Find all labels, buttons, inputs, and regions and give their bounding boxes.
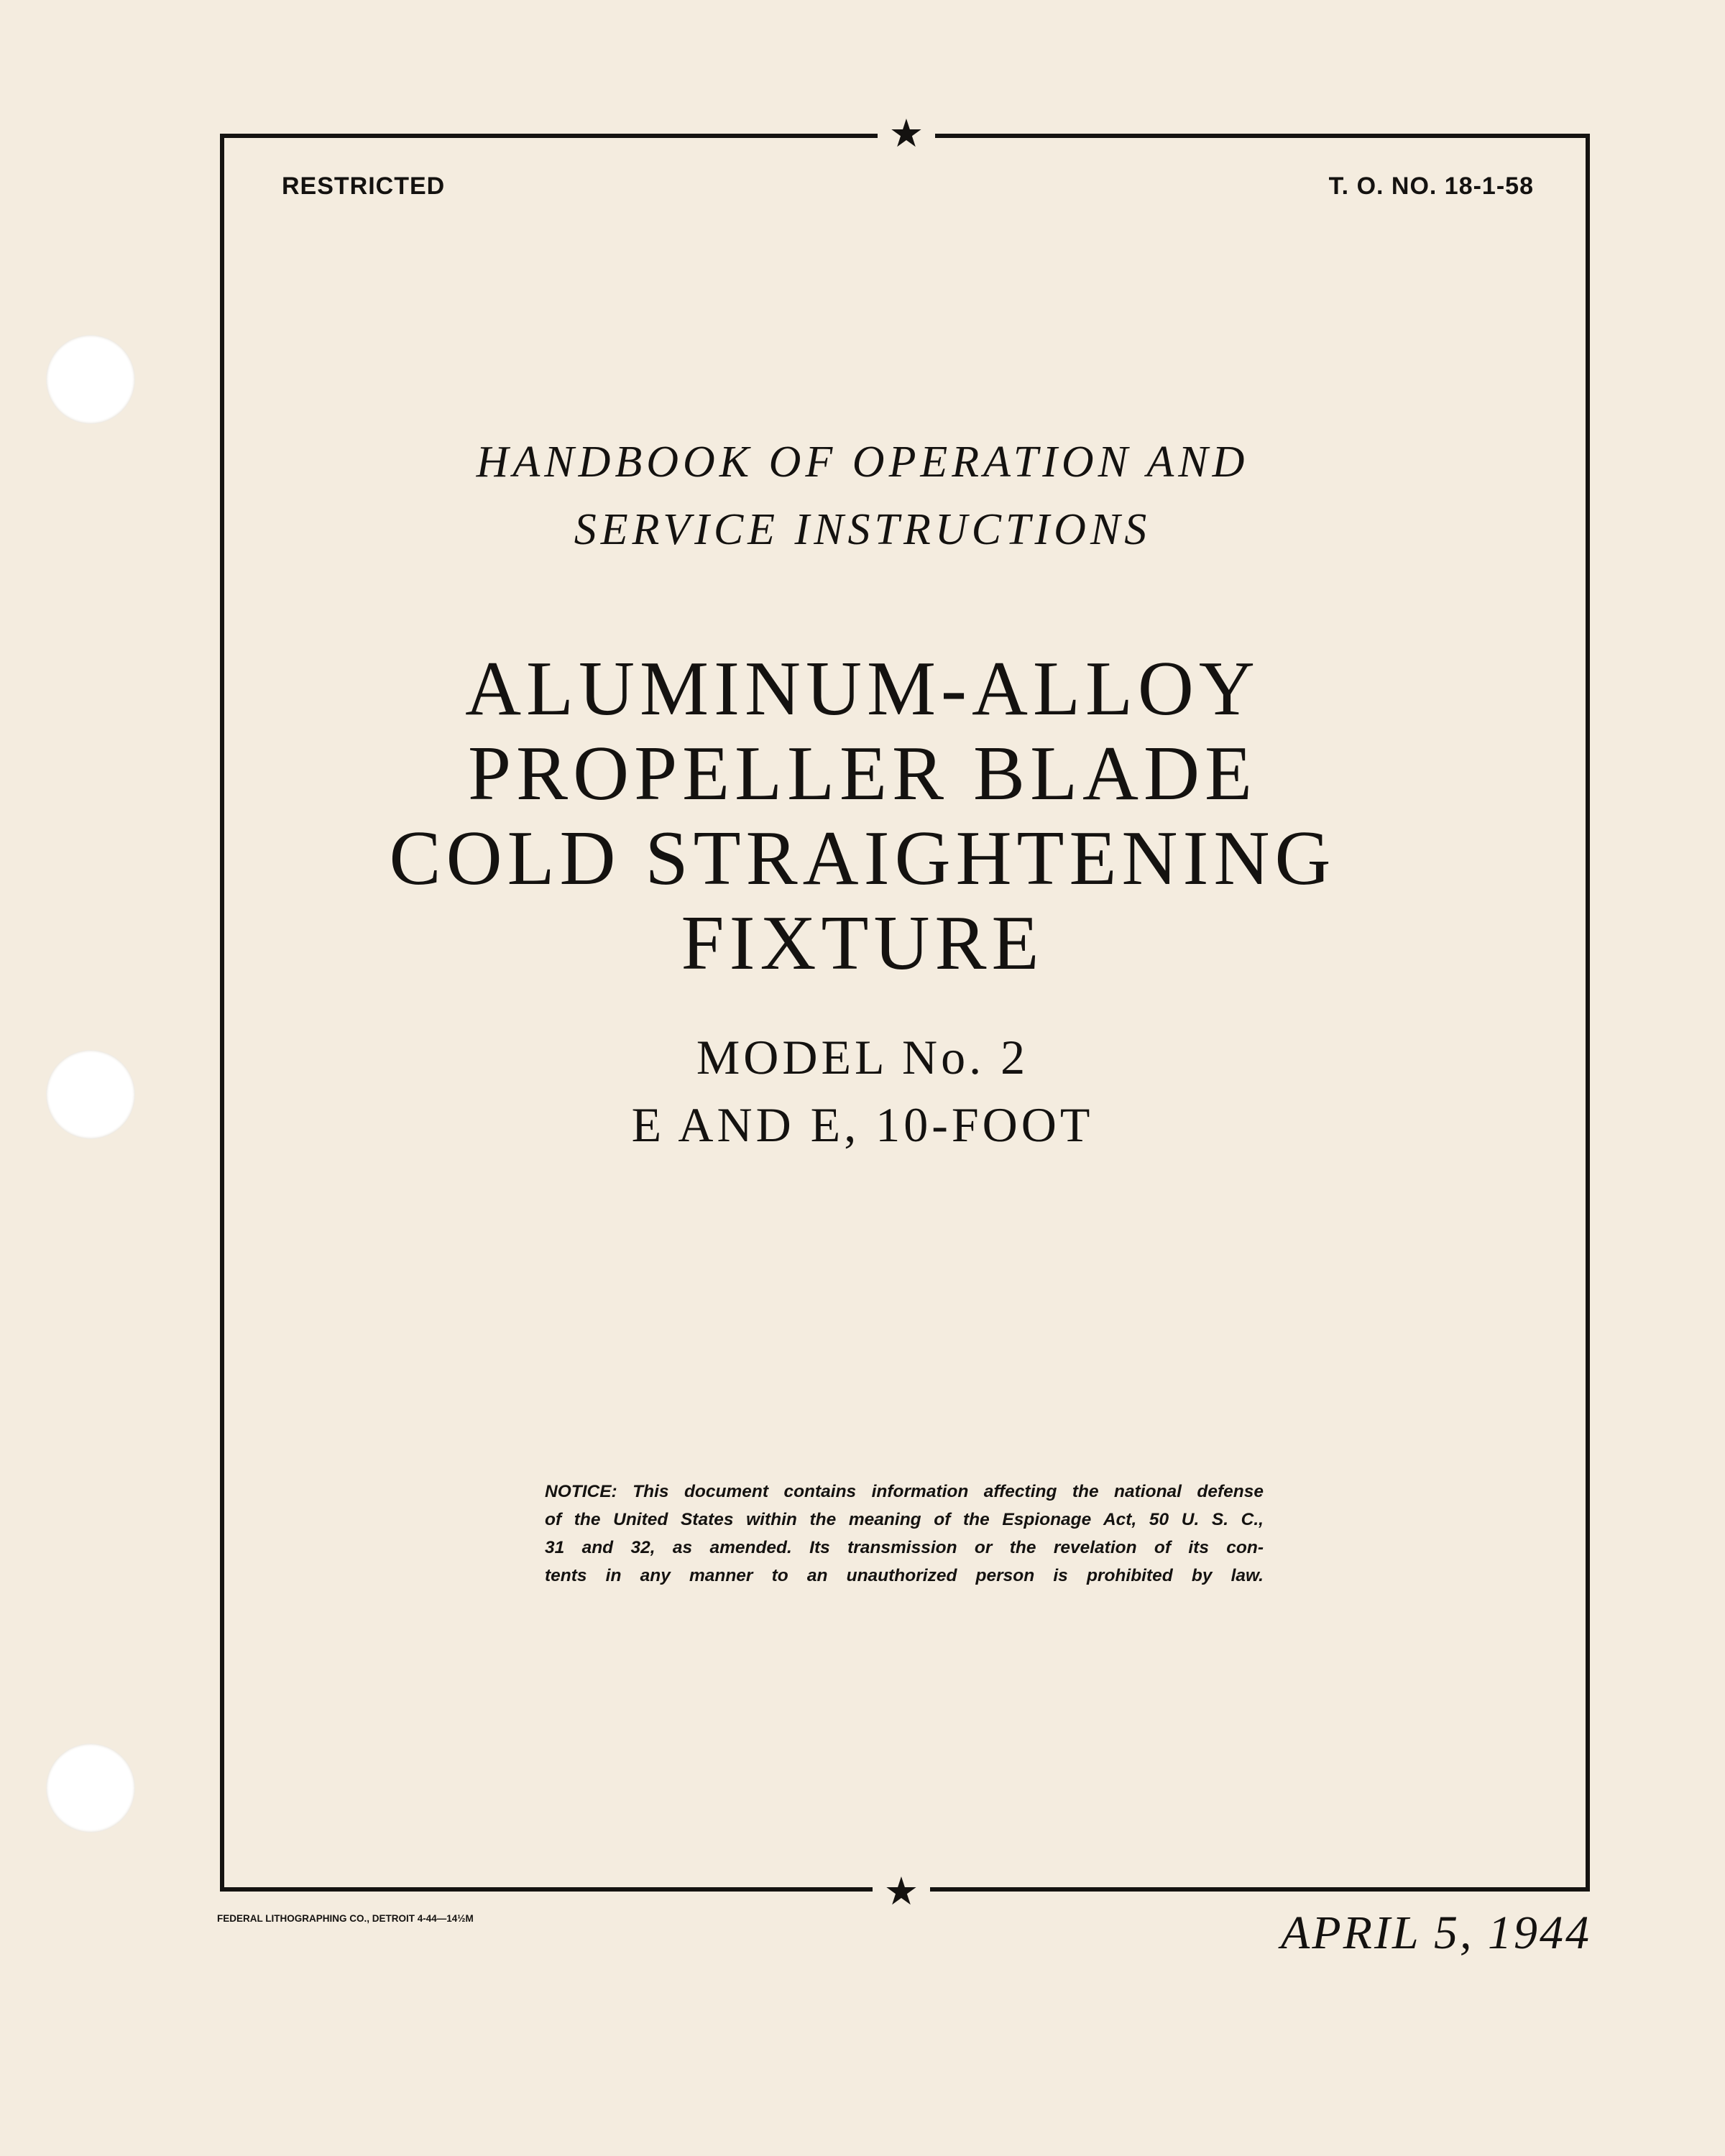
- title-line: COLD STRAIGHTENING: [389, 816, 1336, 901]
- publication-date: APRIL 5, 1944: [1281, 1907, 1591, 1959]
- page-border: [220, 134, 1590, 1892]
- notice-line: of the United States within the meaning of the Espionage Act, 50 U. S. C.,: [545, 1510, 1264, 1529]
- punch-hole: [46, 335, 135, 424]
- punch-hole: [46, 1743, 135, 1833]
- handbook-line: HANDBOOK OF OPERATION AND: [476, 438, 1249, 487]
- printer-imprint: FEDERAL LITHOGRAPHING CO., DETROIT 4-44—14½M: [217, 1913, 474, 1924]
- star-icon: ★: [878, 112, 935, 155]
- to-number: T. O. NO. 18-1-58: [1328, 172, 1534, 200]
- title-line: FIXTURE: [681, 900, 1044, 986]
- model-line: E AND E, 10-FOOT: [631, 1097, 1094, 1152]
- title-line: PROPELLER BLADE: [467, 731, 1258, 816]
- title-line: ALUMINUM-ALLOY: [465, 646, 1260, 732]
- star-icon: ★: [873, 1870, 930, 1913]
- notice-block: [545, 1478, 1264, 1590]
- notice-line: NOTICE: This document contains information affecting the national defense: [545, 1482, 1264, 1501]
- notice-line: tents in any manner to an unauthorized person is prohibited by law.: [545, 1566, 1264, 1585]
- model-line: MODEL No. 2: [696, 1030, 1029, 1084]
- handbook-line: SERVICE INSTRUCTIONS: [574, 505, 1151, 554]
- notice-line: 31 and 32, as amended. Its transmission or the revelation of its con-: [545, 1538, 1264, 1557]
- classification: RESTRICTED: [282, 172, 446, 200]
